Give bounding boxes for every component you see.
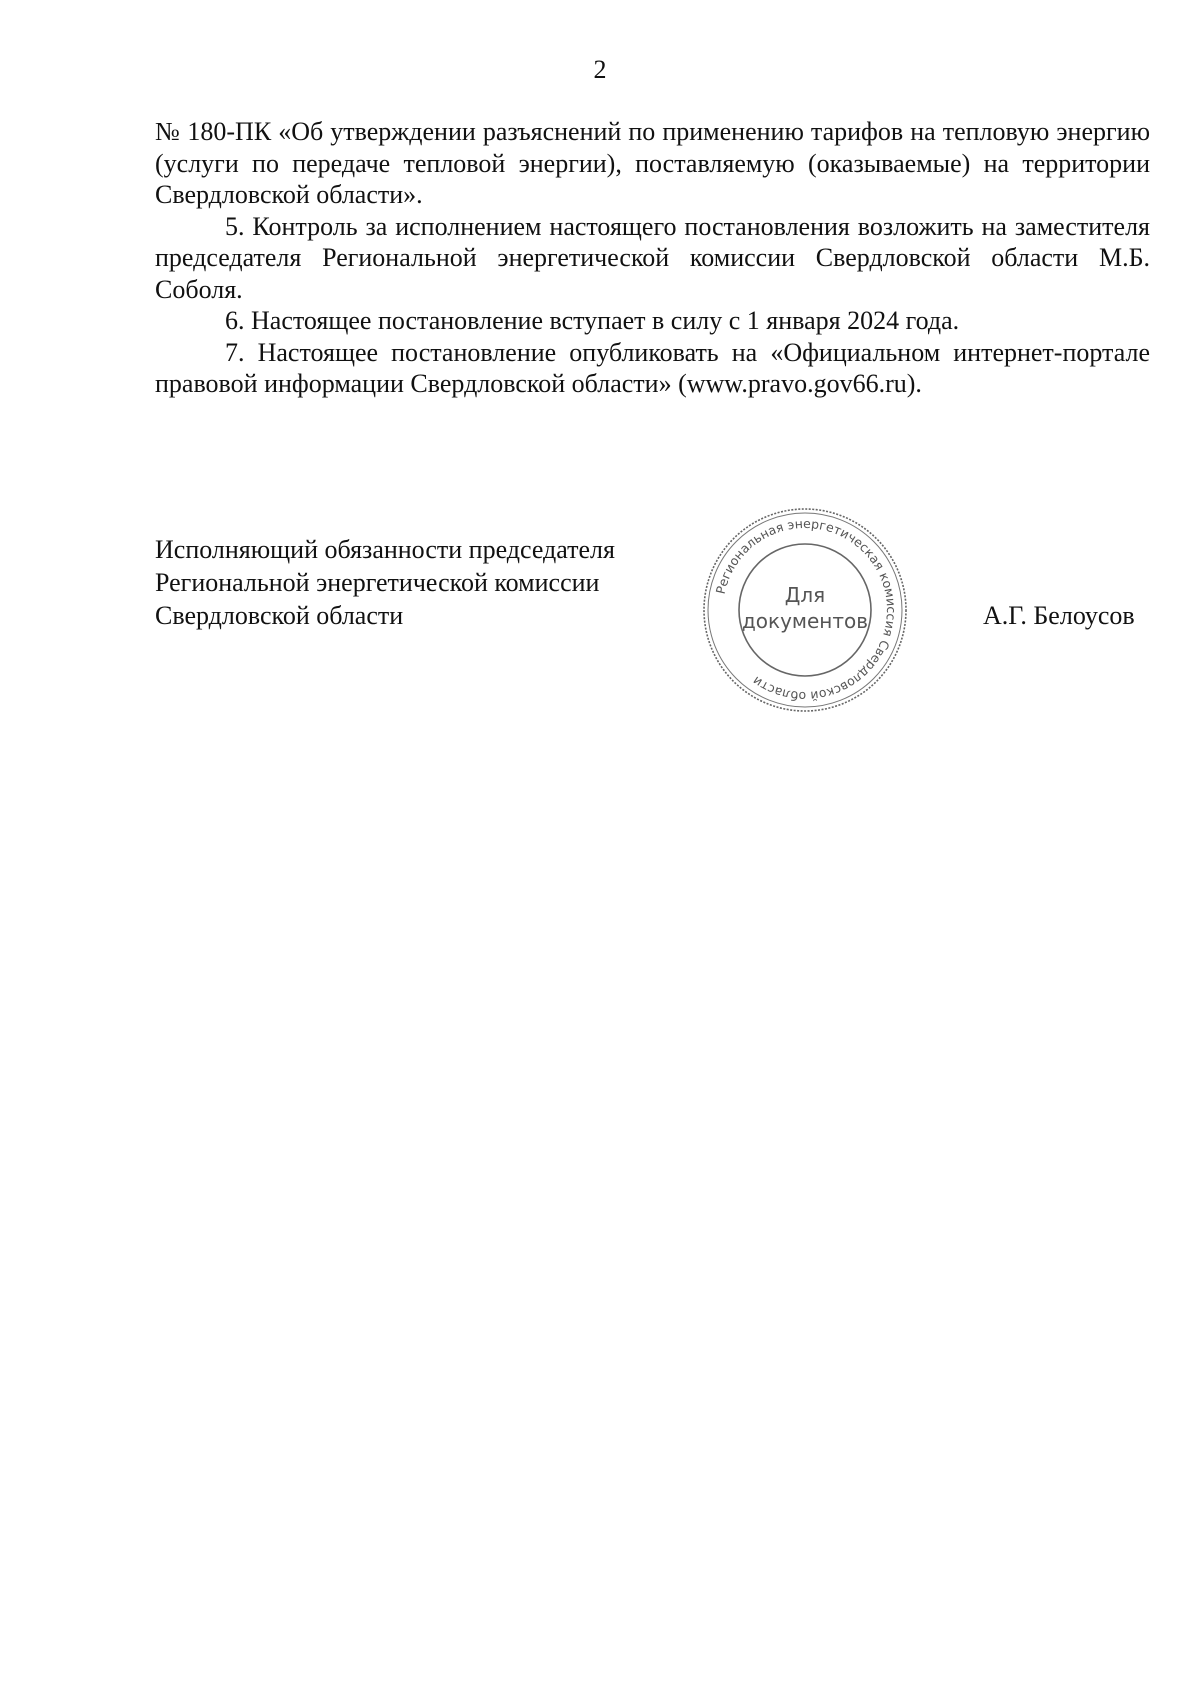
signer-position-line-3: Свердловской области bbox=[155, 601, 404, 630]
paragraph-7: 7. Настоящее постановление опубликовать на «Официальном интернет-портале правовой информации Свердловской области» (www.pravo.gov66.ru). bbox=[155, 337, 1150, 398]
seal-center-line-2: документов bbox=[741, 609, 869, 633]
signer-name: А.Г. Белоусов bbox=[983, 601, 1135, 630]
document-body bbox=[155, 116, 1150, 400]
signer-position-line-1: Исполняющий обязанности председателя bbox=[155, 535, 615, 564]
paragraph-continuation: № 180-ПК «Об утверждении разъяснений по применению тарифов на тепловую энергию (услуги по передаче тепловой энергии), поставляемую (оказываемые) на территории Свердловской области». bbox=[155, 117, 1150, 209]
paragraph-5: 5. Контроль за исполнением настоящего постановления возложить на заместителя председателя Региональной энергетической комиссии Свердловской области М.Б. Соболя. bbox=[155, 211, 1150, 304]
paragraph-6: 6. Настоящее постановление вступает в силу с 1 января 2024 года. bbox=[225, 306, 960, 335]
seal-ring-text: Региональная энергетическая комиссия Свердловской области bbox=[712, 515, 900, 705]
page-number: 2 bbox=[593, 55, 607, 84]
official-seal-stamp bbox=[695, 500, 915, 720]
seal-graphic bbox=[695, 500, 915, 720]
signer-position bbox=[155, 533, 615, 632]
seal-center-line-1: Для bbox=[784, 583, 826, 607]
signer-position-line-2: Региональной энергетической комиссии bbox=[155, 568, 600, 597]
